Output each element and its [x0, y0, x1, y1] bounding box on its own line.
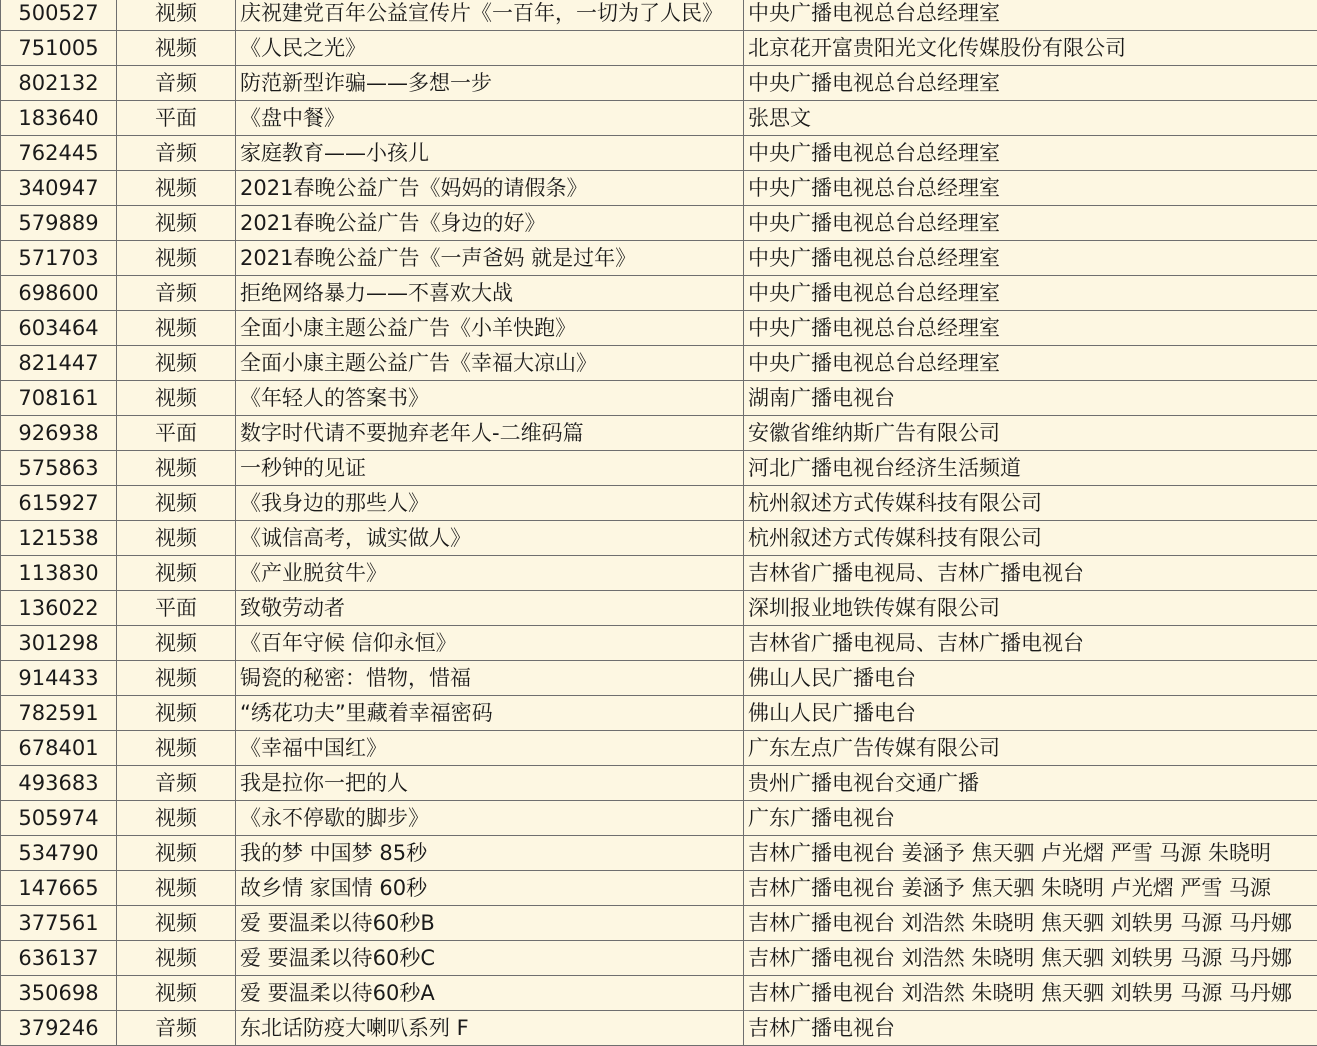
- table-row: [1, 241, 1317, 276]
- cell-id[interactable]: 926938: [1, 416, 117, 451]
- cell-type[interactable]: 视频: [117, 206, 236, 241]
- cell-org[interactable]: 吉林广播电视台 姜涵予 焦天驷 卢光熠 严雪 马源 朱晓明: [744, 836, 1317, 871]
- cell-org[interactable]: 中央广播电视总台总经理室: [744, 136, 1317, 171]
- table-row: [1, 206, 1317, 241]
- table-row: [1, 381, 1317, 416]
- cell-type[interactable]: 视频: [117, 941, 236, 976]
- cell-title[interactable]: 我的梦 中国梦 85秒: [236, 836, 744, 871]
- cell-title[interactable]: 2021春晚公益广告《身边的好》: [236, 206, 744, 241]
- table-row: [1, 731, 1317, 766]
- cell-org[interactable]: 吉林广播电视台 姜涵予 焦天驷 朱晓明 卢光熠 严雪 马源: [744, 871, 1317, 906]
- cell-type[interactable]: 音频: [117, 1011, 236, 1046]
- cell-org[interactable]: 广东广播电视台: [744, 801, 1317, 836]
- cell-org[interactable]: 北京花开富贵阳光文化传媒股份有限公司: [744, 31, 1317, 66]
- cell-type[interactable]: 平面: [117, 591, 236, 626]
- cell-id[interactable]: 493683: [1, 766, 117, 801]
- cell-title[interactable]: 东北话防疫大喇叭系列 F: [236, 1011, 744, 1046]
- table-row: [1, 766, 1317, 801]
- cell-type[interactable]: 视频: [117, 871, 236, 906]
- cell-id[interactable]: 136022: [1, 591, 117, 626]
- table-row: [1, 696, 1317, 731]
- cell-id[interactable]: 340947: [1, 171, 117, 206]
- cell-id[interactable]: 147665: [1, 871, 117, 906]
- table-row: [1, 906, 1317, 941]
- cell-title[interactable]: 故乡情 家国情 60秒: [236, 871, 744, 906]
- cell-type[interactable]: 视频: [117, 661, 236, 696]
- table-row: [1, 486, 1317, 521]
- table-row: [1, 31, 1317, 66]
- table-body: [1, 0, 1317, 1046]
- cell-org[interactable]: 中央广播电视总台总经理室: [744, 206, 1317, 241]
- cell-type[interactable]: 视频: [117, 696, 236, 731]
- cell-org[interactable]: 中央广播电视总台总经理室: [744, 346, 1317, 381]
- cell-id[interactable]: 534790: [1, 836, 117, 871]
- cell-org[interactable]: 吉林省广播电视局、吉林广播电视台: [744, 626, 1317, 661]
- table-row: [1, 416, 1317, 451]
- cell-org[interactable]: 广东左点广告传媒有限公司: [744, 731, 1317, 766]
- cell-type[interactable]: 视频: [117, 31, 236, 66]
- cell-title[interactable]: 我是拉你一把的人: [236, 766, 744, 801]
- cell-id[interactable]: 782591: [1, 696, 117, 731]
- cell-org[interactable]: 吉林省广播电视局、吉林广播电视台: [744, 556, 1317, 591]
- cell-org[interactable]: 中央广播电视总台总经理室: [744, 66, 1317, 101]
- cell-org[interactable]: 杭州叙述方式传媒科技有限公司: [744, 521, 1317, 556]
- cell-type[interactable]: 音频: [117, 766, 236, 801]
- cell-title[interactable]: 2021春晚公益广告《一声爸妈 就是过年》: [236, 241, 744, 276]
- cell-org[interactable]: 吉林广播电视台 刘浩然 朱晓明 焦天驷 刘轶男 马源 马丹娜: [744, 941, 1317, 976]
- table-row: [1, 871, 1317, 906]
- table-row: [1, 941, 1317, 976]
- cell-org[interactable]: 中央广播电视总台总经理室: [744, 276, 1317, 311]
- table-row: [1, 976, 1317, 1011]
- cell-title[interactable]: 爱 要温柔以待60秒C: [236, 941, 744, 976]
- cell-org[interactable]: 佛山人民广播电台: [744, 696, 1317, 731]
- cell-type[interactable]: 音频: [117, 136, 236, 171]
- cell-org[interactable]: 张思文: [744, 101, 1317, 136]
- table-row: [1, 101, 1317, 136]
- cell-id[interactable]: 121538: [1, 521, 117, 556]
- cell-id[interactable]: 636137: [1, 941, 117, 976]
- cell-org[interactable]: 吉林广播电视台 刘浩然 朱晓明 焦天驷 刘轶男 马源 马丹娜: [744, 976, 1317, 1011]
- cell-type[interactable]: 视频: [117, 521, 236, 556]
- cell-id[interactable]: 113830: [1, 556, 117, 591]
- cell-org[interactable]: 深圳报业地铁传媒有限公司: [744, 591, 1317, 626]
- cell-title[interactable]: 全面小康主题公益广告《幸福大凉山》: [236, 346, 744, 381]
- cell-type[interactable]: 视频: [117, 626, 236, 661]
- table-row: [1, 451, 1317, 486]
- cell-title[interactable]: 全面小康主题公益广告《小羊快跑》: [236, 311, 744, 346]
- cell-type[interactable]: 视频: [117, 171, 236, 206]
- cell-id[interactable]: 575863: [1, 451, 117, 486]
- cell-org[interactable]: 中央广播电视总台总经理室: [744, 311, 1317, 346]
- cell-id[interactable]: 802132: [1, 66, 117, 101]
- cell-type[interactable]: 视频: [117, 976, 236, 1011]
- table-row: [1, 346, 1317, 381]
- cell-id[interactable]: 698600: [1, 276, 117, 311]
- table-row: [1, 556, 1317, 591]
- cell-title[interactable]: 《诚信高考，诚实做人》: [236, 521, 744, 556]
- cell-id[interactable]: 579889: [1, 206, 117, 241]
- cell-type[interactable]: 视频: [117, 0, 236, 31]
- cell-org[interactable]: 吉林广播电视台 刘浩然 朱晓明 焦天驷 刘轶男 马源 马丹娜: [744, 906, 1317, 941]
- cell-org[interactable]: 杭州叙述方式传媒科技有限公司: [744, 486, 1317, 521]
- cell-type[interactable]: 视频: [117, 906, 236, 941]
- cell-title[interactable]: 《产业脱贫牛》: [236, 556, 744, 591]
- table-row: [1, 801, 1317, 836]
- cell-title[interactable]: 一秒钟的见证: [236, 451, 744, 486]
- cell-type[interactable]: 视频: [117, 801, 236, 836]
- cell-type[interactable]: 视频: [117, 311, 236, 346]
- cell-type[interactable]: 视频: [117, 381, 236, 416]
- cell-type[interactable]: 视频: [117, 451, 236, 486]
- cell-title[interactable]: 家庭教育——小孩儿: [236, 136, 744, 171]
- cell-title[interactable]: 《永不停歇的脚步》: [236, 801, 744, 836]
- cell-type[interactable]: 音频: [117, 66, 236, 101]
- cell-org[interactable]: 中央广播电视总台总经理室: [744, 171, 1317, 206]
- cell-title[interactable]: 拒绝网络暴力——不喜欢大战: [236, 276, 744, 311]
- cell-type[interactable]: 视频: [117, 486, 236, 521]
- cell-org[interactable]: 中央广播电视总台总经理室: [744, 241, 1317, 276]
- cell-org[interactable]: 河北广播电视台经济生活频道: [744, 451, 1317, 486]
- table-row: [1, 661, 1317, 696]
- cell-id[interactable]: 301298: [1, 626, 117, 661]
- cell-id[interactable]: 350698: [1, 976, 117, 1011]
- cell-type[interactable]: 视频: [117, 731, 236, 766]
- cell-id[interactable]: 678401: [1, 731, 117, 766]
- cell-title[interactable]: 《盘中餐》: [236, 101, 744, 136]
- cell-title[interactable]: 锔瓷的秘密：惜物，惜福: [236, 661, 744, 696]
- cell-title[interactable]: 爱 要温柔以待60秒B: [236, 906, 744, 941]
- cell-id[interactable]: 500527: [1, 0, 117, 31]
- table-row: [1, 626, 1317, 661]
- table-row: [1, 66, 1317, 101]
- table-row: [1, 0, 1317, 31]
- cell-type[interactable]: 视频: [117, 241, 236, 276]
- cell-org[interactable]: 贵州广播电视台交通广播: [744, 766, 1317, 801]
- cell-title[interactable]: “绣花功夫”里藏着幸福密码: [236, 696, 744, 731]
- cell-type[interactable]: 视频: [117, 346, 236, 381]
- table-row: [1, 521, 1317, 556]
- cell-id[interactable]: 615927: [1, 486, 117, 521]
- cell-id[interactable]: 377561: [1, 906, 117, 941]
- cell-title[interactable]: 《百年守候 信仰永恒》: [236, 626, 744, 661]
- cell-type[interactable]: 平面: [117, 101, 236, 136]
- cell-org[interactable]: 中央广播电视总台总经理室: [744, 0, 1317, 31]
- table-row: [1, 591, 1317, 626]
- table-row: [1, 1011, 1317, 1046]
- cell-title[interactable]: 《人民之光》: [236, 31, 744, 66]
- cell-title[interactable]: 《年轻人的答案书》: [236, 381, 744, 416]
- cell-title[interactable]: 防范新型诈骗——多想一步: [236, 66, 744, 101]
- cell-id[interactable]: 505974: [1, 801, 117, 836]
- cell-id[interactable]: 571703: [1, 241, 117, 276]
- cell-id[interactable]: 751005: [1, 31, 117, 66]
- cell-id[interactable]: 708161: [1, 381, 117, 416]
- cell-org[interactable]: 湖南广播电视台: [744, 381, 1317, 416]
- cell-type[interactable]: 视频: [117, 836, 236, 871]
- cell-org[interactable]: 佛山人民广播电台: [744, 661, 1317, 696]
- cell-id[interactable]: 183640: [1, 101, 117, 136]
- cell-org[interactable]: 吉林广播电视台: [744, 1011, 1317, 1046]
- cell-title[interactable]: 数字时代请不要抛弃老年人-二维码篇: [236, 416, 744, 451]
- cell-title[interactable]: 《幸福中国红》: [236, 731, 744, 766]
- cell-title[interactable]: 爱 要温柔以待60秒A: [236, 976, 744, 1011]
- table-row: [1, 171, 1317, 206]
- cell-title[interactable]: 2021春晚公益广告《妈妈的请假条》: [236, 171, 744, 206]
- cell-title[interactable]: 致敬劳动者: [236, 591, 744, 626]
- table-row: [1, 836, 1317, 871]
- cell-type[interactable]: 音频: [117, 276, 236, 311]
- cell-type[interactable]: 视频: [117, 556, 236, 591]
- table-row: [1, 276, 1317, 311]
- cell-id[interactable]: 603464: [1, 311, 117, 346]
- cell-type[interactable]: 平面: [117, 416, 236, 451]
- cell-title[interactable]: 《我身边的那些人》: [236, 486, 744, 521]
- cell-org[interactable]: 安徽省维纳斯广告有限公司: [744, 416, 1317, 451]
- cell-id[interactable]: 821447: [1, 346, 117, 381]
- cell-id[interactable]: 379246: [1, 1011, 117, 1046]
- cell-title[interactable]: 庆祝建党百年公益宣传片《一百年，一切为了人民》: [236, 0, 744, 31]
- cell-id[interactable]: 914433: [1, 661, 117, 696]
- table-row: [1, 136, 1317, 171]
- table-row: [1, 311, 1317, 346]
- cell-id[interactable]: 762445: [1, 136, 117, 171]
